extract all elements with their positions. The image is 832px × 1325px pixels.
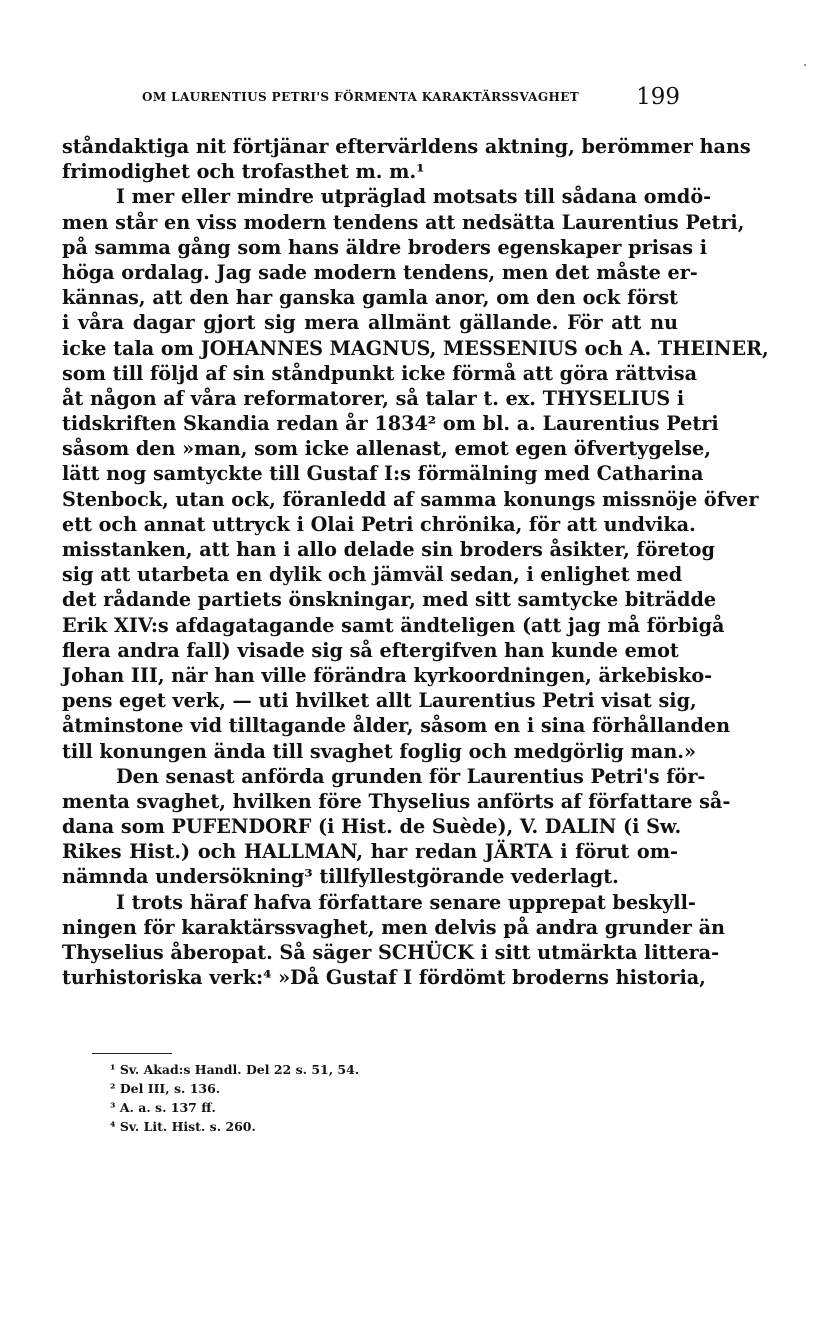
text-line: kännas, att den har ganska gamla anor, om den ock först [62, 286, 678, 310]
footnote: ² Del III, s. 136. [110, 1081, 221, 1096]
text-line: åtminstone vid tilltagande ålder, såsom en i sina förhållanden [62, 714, 731, 738]
text-line: såsom den »man, som icke allenast, emot egen öfvertygelse, [62, 437, 711, 461]
text-line: icke tala om JOHANNES MAGNUS, MESSENIUS och A. THEINER, [62, 336, 769, 360]
text-line: lätt nog samtyckte till Gustaf I:s förmälning med Catharina [62, 462, 704, 486]
text-line: I trots häraf hafva författare senare upprepat beskyll- [116, 890, 696, 914]
text-line: ståndaktiga nit förtjänar eftervärldens aktning, berömmer hans [62, 135, 751, 158]
text-line: tidskriften Skandia redan år 1834² om bl. a. Laurentius Petri [62, 412, 719, 436]
text-line: turhistoriska verk:⁴ »Då Gustaf I fördömt broderns historia, [62, 966, 706, 990]
text-line: det rådande partiets önskningar, med sitt samtycke biträdde [62, 588, 717, 612]
footnote: ⁴ Sv. Lit. Hist. s. 260. [110, 1119, 256, 1134]
body-text [62, 134, 769, 990]
text-line: Rikes Hist.) och HALLMAN, har redan JÄRTA i förut om- [62, 840, 678, 864]
page-number: 199 [636, 84, 680, 110]
text-line: nämnda undersökning³ tillfyllestgörande vederlagt. [62, 865, 619, 889]
text-line: Stenbock, utan ock, föranledd af samma konungs missnöje öfver [62, 487, 759, 511]
text-line: sig att utarbeta en dylik och jämväl sedan, i enlighet med [62, 563, 683, 587]
text-line: pens eget verk, — uti hvilket allt Laurentius Petri visat sig, [62, 689, 697, 713]
text-line: Erik XIV:s afdagatagande samt ändteligen (att jag må förbigå [62, 613, 725, 637]
text-line: men står en viss modern tendens att nedsätta Laurentius Petri, [62, 210, 745, 234]
text-line: misstanken, att han i allo delade sin broders åsikter, företog [62, 538, 715, 561]
scan-speck [804, 64, 806, 66]
text-line: höga ordalag. Jag sade modern tendens, men det måste er- [62, 260, 698, 284]
text-line: frimodighet och trofasthet m. m.¹ [62, 160, 425, 184]
text-line: åt någon af våra reformatorer, så talar t. ex. THYSELIUS i [62, 386, 685, 410]
text-line: menta svaghet, hvilken före Thyselius anförts af författare så- [62, 789, 731, 813]
text-line: i våra dagar gjort sig mera allmänt gällande. För att nu [62, 311, 678, 335]
text-line: till konungen ända till svaghet foglig och medgörlig man.» [62, 739, 696, 763]
text-line: dana som PUFENDORF (i Hist. de Suède), V. DALIN (i Sw. [62, 815, 682, 839]
running-title: OM LAURENTIUS PETRI'S FÖRMENTA KARAKTÄRSSVAGHET [142, 90, 580, 104]
footnote-divider [92, 1053, 172, 1054]
footnote: ¹ Sv. Akad:s Handl. Del 22 s. 51, 54. [110, 1062, 360, 1077]
page-header [142, 84, 682, 112]
text-line: flera andra fall) visade sig så eftergifven han kunde emot [62, 638, 679, 662]
text-line: I mer eller mindre utpräglad motsats till sådana omdö- [116, 185, 712, 209]
text-line: Johan III, när han ville förändra kyrkoordningen, ärkebisko- [62, 663, 713, 687]
text-line: Den senast anförda grunden för Laurentius Petri's för- [116, 764, 706, 788]
text-line: Thyselius åberopat. Så säger SCHÜCK i sitt utmärkta littera- [62, 941, 720, 964]
footnotes [110, 1060, 510, 1136]
text-line: som till följd af sin ståndpunkt icke förmå att göra rättvisa [62, 361, 698, 385]
text-line: ningen för karaktärssvaghet, men delvis på andra grunder än [62, 915, 725, 939]
text-line: ett och annat uttryck i Olai Petri chrönika, för att undvika. [62, 512, 696, 536]
text-line: på samma gång som hans äldre broders egenskaper prisas i [62, 235, 707, 259]
footnote: ³ A. a. s. 137 ff. [110, 1100, 216, 1115]
